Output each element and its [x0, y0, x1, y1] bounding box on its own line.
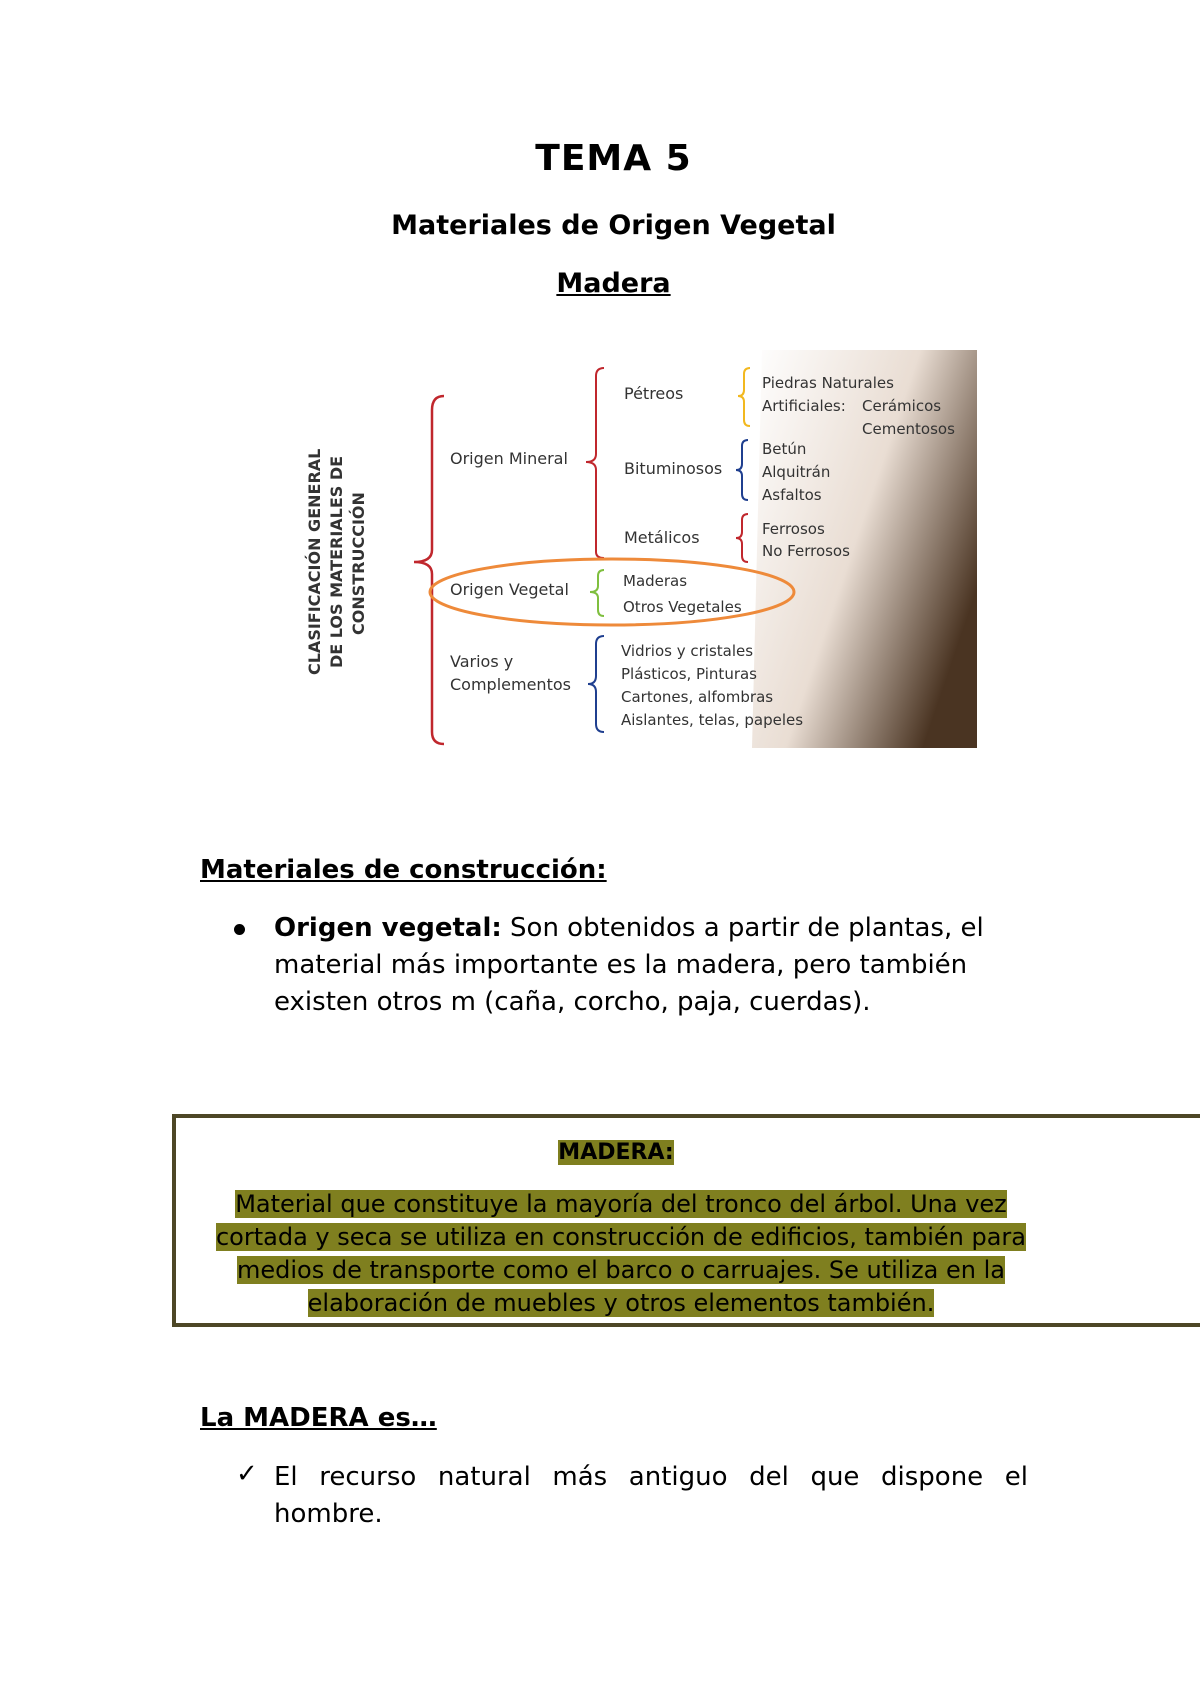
label-ceramicos: Cerámicos [862, 397, 942, 415]
main-brace [414, 396, 444, 744]
label-bituminosos: Bituminosos [624, 459, 723, 478]
definition-line-3: medios de transporte como el barco o carruajes. Se utiliza en la [236, 1256, 1005, 1284]
label-metalicos: Metálicos [624, 528, 700, 547]
petreos-brace [738, 368, 750, 426]
check-item-line1: El recurso natural más antiguo del que dispone el [274, 1462, 1028, 1492]
bullet-dot [234, 924, 245, 935]
definition-line-4: elaboración de muebles y otros elementos también. [307, 1289, 935, 1317]
label-varios-1: Varios y [450, 652, 514, 671]
check-item-line2: hombre. [274, 1499, 383, 1529]
definition-text [182, 1188, 1060, 1320]
label-ferrosos: Ferrosos [762, 520, 825, 538]
label-piedras-naturales: Piedras Naturales [762, 374, 894, 392]
label-maderas: Maderas [623, 572, 688, 590]
label-cementosos: Cementosos [862, 420, 955, 438]
classification-diagram [292, 350, 977, 748]
label-betun: Betún [762, 440, 807, 458]
label-plasticos: Plásticos, Pinturas [621, 665, 757, 683]
label-alquitran: Alquitrán [762, 463, 831, 481]
vegetal-brace [590, 570, 604, 616]
side-title [305, 449, 368, 675]
definition-heading [172, 1140, 1060, 1165]
bullet-origen-vegetal [274, 910, 1054, 1021]
page-subtitle: Materiales de Origen Vegetal [391, 210, 836, 241]
label-varios-2: Complementos [450, 675, 571, 694]
label-cartones: Cartones, alfombras [621, 688, 774, 706]
definition-line-1: Material que constituye la mayoría del tronco del árbol. Una vez [235, 1190, 1007, 1218]
mineral-brace [586, 368, 604, 558]
label-otros-vegetales: Otros Vegetales [623, 598, 742, 616]
label-vidrios: Vidrios y cristales [621, 642, 754, 660]
definition-heading-text: MADERA: [558, 1140, 674, 1165]
side-title-line2: DE LOS MATERIALES DE [327, 455, 346, 668]
label-no-ferrosos: No Ferrosos [762, 542, 850, 560]
definition-line-2: cortada y seca se utiliza en construcción de edificios, también para [215, 1223, 1027, 1251]
section-title-madera: Madera [556, 268, 671, 299]
section-heading-madera-es: La MADERA es… [200, 1403, 437, 1433]
page-title: TEMA 5 [535, 138, 692, 179]
side-title-line1: CLASIFICACIÓN GENERAL [305, 448, 324, 675]
bullet-bold-label: Origen vegetal: [274, 913, 502, 943]
label-aislantes: Aislantes, telas, papeles [621, 711, 804, 729]
label-origen-mineral: Origen Mineral [450, 449, 568, 468]
label-origen-vegetal: Origen Vegetal [450, 580, 569, 599]
varios-brace [588, 636, 604, 732]
label-artificiales: Artificiales: [762, 397, 846, 415]
side-title-line3: CONSTRUCCIÓN [349, 492, 368, 635]
label-petreos: Pétreos [624, 384, 684, 403]
section-heading-materiales: Materiales de construcción: [200, 855, 607, 885]
bullet-text: Son obtenidos a partir de plantas, el material más importante es la madera, pero también existen otros m (caña, corcho, paja, cuerdas). [274, 913, 984, 1017]
bituminosos-brace [736, 440, 748, 500]
metalicos-brace [736, 514, 748, 562]
checkmark-icon: ✓ [236, 1459, 258, 1489]
label-asfaltos: Asfaltos [762, 486, 822, 504]
